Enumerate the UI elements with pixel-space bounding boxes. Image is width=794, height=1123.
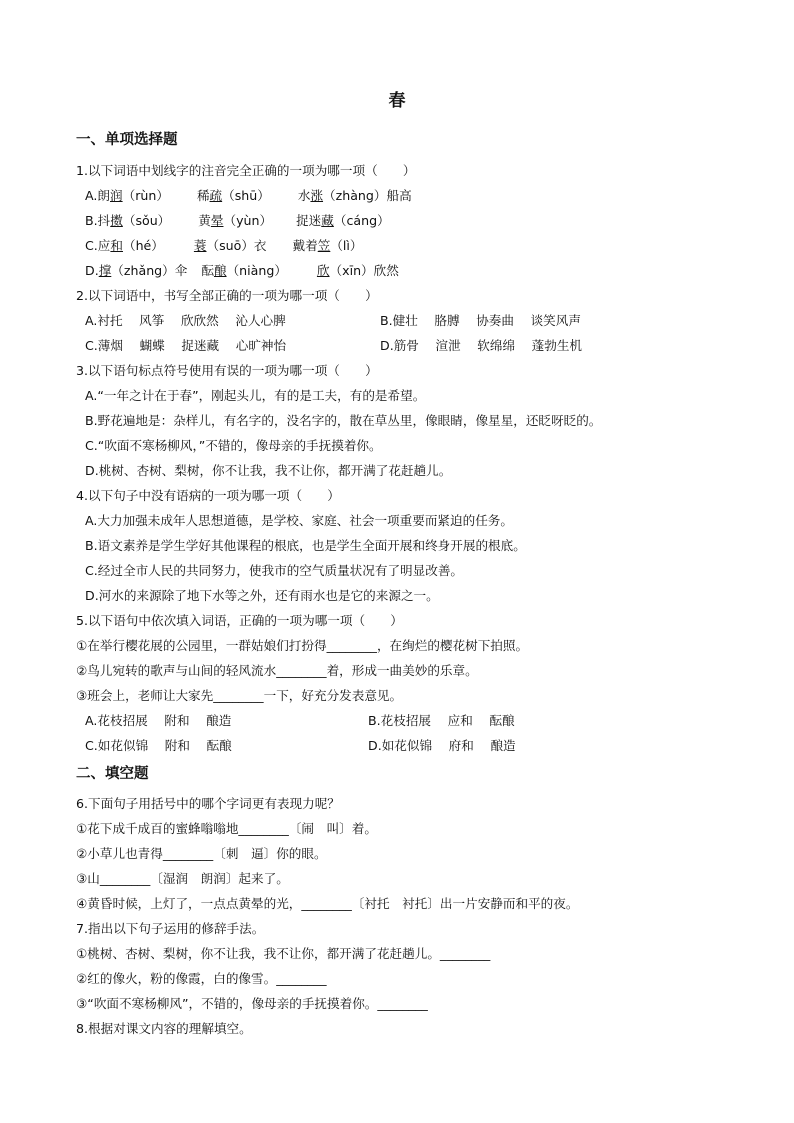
- section-heading-fill: 二、填空题: [76, 766, 149, 782]
- underlined-char: 擞: [110, 213, 123, 228]
- question-4-option-c: C.经过全市人民的共同努力，使我市的空气质量状况有了明显改善。: [85, 563, 464, 578]
- question-1-option-d: [85, 262, 399, 279]
- question-5-stem: 5.以下语句中依次填入词语，正确的一项为哪一项（ ）: [76, 613, 403, 628]
- text: 戴着: [292, 238, 318, 253]
- text: 水: [297, 188, 311, 203]
- text: 酝: [201, 263, 214, 278]
- text: （suō）衣: [206, 238, 267, 253]
- text: 黄: [198, 213, 211, 228]
- question-3-option-d: D.桃树、杏树、梨树，你不让我，我不让你，都开满了花赶趟儿。: [85, 463, 452, 478]
- underlined-char: 藏: [321, 213, 334, 228]
- text: 捉迷: [296, 213, 322, 228]
- question-6-sentence-2: ②小草儿也青得________〔刺 逼〕你的眼。: [76, 846, 327, 861]
- text: （rùn）: [122, 188, 169, 203]
- text: D.: [85, 263, 99, 278]
- question-2-option-d: D.筋骨 渲泄 软绵绵 蓬勃生机: [380, 338, 583, 353]
- text: B.抖: [85, 213, 111, 228]
- question-5-option-d: D.如花似锦 府和 酿造: [368, 738, 516, 753]
- question-7-sentence-2: ②红的像火，粉的像霞，白的像雪。________: [76, 971, 327, 986]
- question-5-option-b: B.花枝招展 应和 酝酿: [368, 713, 515, 728]
- underlined-char: 涨: [310, 188, 324, 203]
- question-5-sentence-1: ①在举行樱花展的公园里，一群姑娘们打扮得________，在绚烂的樱花树下拍照。: [76, 638, 529, 653]
- underlined-char: 润: [110, 188, 123, 203]
- underlined-char: 欣: [316, 263, 330, 278]
- question-7-sentence-1: ①桃树、杏树、梨树，你不让我，我不让你，都开满了花赶趟儿。________: [76, 946, 491, 961]
- section-heading-choice: 一、单项选择题: [76, 132, 178, 148]
- underlined-char: 疏: [209, 188, 223, 203]
- question-1-option-c: [85, 237, 363, 254]
- underlined-char: 和: [110, 238, 123, 253]
- question-2-stem: 2.以下词语中，书写全部正确的一项为哪一项（ ）: [76, 288, 378, 303]
- text: （cáng）: [333, 213, 390, 228]
- text: （hé）: [122, 238, 164, 253]
- question-3-stem: 3.以下语句标点符号使用有误的一项为哪一项（ ）: [76, 363, 378, 378]
- question-3-option-b: B.野花遍地是：杂样儿，有名字的，没名字的，散在草丛里，像眼睛，像星星，还眨呀眨的。: [85, 413, 602, 428]
- question-5-option-c: C.如花似锦 附和 酝酿: [85, 738, 232, 753]
- text: （zhǎng）伞: [111, 263, 188, 278]
- underlined-char: 蓑: [193, 238, 207, 253]
- text: A.朗: [85, 188, 110, 203]
- text: （shū）: [222, 188, 270, 203]
- text: 稀: [196, 188, 210, 203]
- question-7-sentence-3: ③“吹面不寒杨柳风”，不错的，像母亲的手抚摸着你。________: [76, 996, 428, 1011]
- question-3-option-a: A.“一年之计在于春”，刚起头儿，有的是工夫，有的是希望。: [85, 388, 426, 403]
- question-1-option-a: [85, 187, 412, 204]
- question-6-stem: 6.下面句子用括号中的哪个字词更有表现力呢？: [76, 796, 340, 811]
- question-4-option-d: D.河水的来源除了地下水等之外，还有雨水也是它的来源之一。: [85, 588, 439, 603]
- question-3-option-c: C.“吹面不寒杨柳风，”不错的，像母亲的手抚摸着你。: [85, 438, 382, 453]
- question-5-sentence-2: ②鸟儿宛转的歌声与山间的轻风流水________着，形成一曲美妙的乐章。: [76, 663, 478, 678]
- underlined-char: 笠: [317, 238, 331, 253]
- question-2-option-a: A.衬托 风筝 欣欣然 沁人心脾: [85, 313, 286, 328]
- text: （lì）: [330, 238, 363, 253]
- question-6-sentence-3: ③山________〔湿润 朗润〕起来了。: [76, 871, 289, 886]
- text: （niàng）: [226, 263, 287, 278]
- question-7-stem: 7.指出以下句子运用的修辞手法。: [76, 921, 265, 936]
- underlined-char: 撑: [98, 263, 112, 278]
- question-2-option-c: C.薄烟 蝴蝶 捉迷藏 心旷神怡: [85, 338, 287, 353]
- question-1-stem: 1.以下词语中划线字的注音完全正确的一项为哪一项（ ）: [76, 163, 416, 178]
- question-6-sentence-1: ①花下成千成百的蜜蜂嗡嗡地________〔闹 叫〕着。: [76, 821, 377, 836]
- question-2-option-b: B.健壮 胳膊 协奏曲 谈笑风声: [380, 313, 581, 328]
- text: （sǒu）: [122, 213, 171, 228]
- question-1-option-b: [85, 212, 390, 229]
- question-5-option-a: A.花枝招展 附和 酿造: [85, 713, 232, 728]
- text: （xīn）欣然: [329, 263, 399, 278]
- text: C.应: [85, 238, 111, 253]
- text: （yùn）: [223, 213, 273, 228]
- question-8-stem: 8.根据对课文内容的理解填空。: [76, 1021, 252, 1036]
- question-4-option-a: A.大力加强未成年人思想道德，是学校、家庭、社会一项重要而紧迫的任务。: [85, 513, 513, 528]
- question-4-option-b: B.语文素养是学生学好其他课程的根底，也是学生全面开展和终身开展的根底。: [85, 538, 526, 553]
- question-4-stem: 4.以下句子中没有语病的一项为哪一项（ ）: [76, 488, 340, 503]
- text: （zhàng）船高: [323, 188, 412, 203]
- question-5-sentence-3: ③班会上，老师让大家先________一下，好充分发表意见。: [76, 688, 403, 703]
- question-6-sentence-4: ④黄昏时候，上灯了，一点点黄晕的光，________〔衬托 衬托〕出一片安静而和平的夜。: [76, 896, 579, 911]
- underlined-char: 酿: [213, 263, 227, 278]
- page-title: 春: [388, 91, 406, 111]
- underlined-char: 晕: [210, 213, 224, 228]
